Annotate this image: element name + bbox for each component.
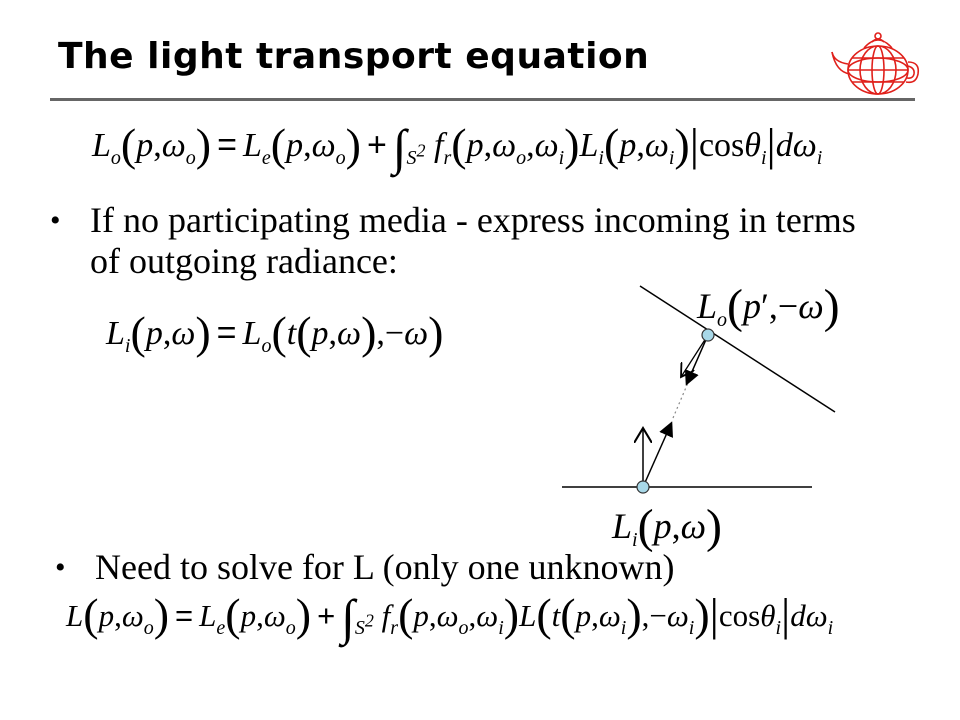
label-incoming-radiance: $L_i(p,\omega)$	[612, 500, 722, 553]
bullet-dot: •	[55, 551, 66, 584]
slide-title: The light transport equation	[58, 36, 650, 77]
label-outgoing-radiance: $L_o(p',-\omega)$	[697, 280, 840, 333]
outgoing-arrow-open	[681, 335, 708, 377]
bullet-solve-for-l	[55, 547, 895, 588]
bullet-dot: •	[50, 204, 61, 237]
bullet-text: Need to solve for L (only one unknown)	[95, 547, 675, 587]
point-p	[637, 481, 649, 493]
direction-arrow	[643, 424, 671, 487]
incoming-radiance-equation: $L_i(p,\omega) = L_o(t(p,\omega),-\omega)$	[106, 307, 444, 358]
bullet-text: If no participating media - express incoming in terms of outgoing radiance:	[90, 200, 856, 281]
outgoing-arrow	[687, 335, 708, 383]
rendering-equation: $L_o(p,\omega_o) = L_e(p,\omega_o) + \int_{S^2}$ $f_r(p,\omega_o,\omega_i)L_i(p,\omega_i)|\cos\theta_i|d\omega_i$	[92, 119, 823, 175]
single-unknown-equation: $L(p,\omega_o) = L_e(p,\omega_o) + \int_{S^2}$ $f_r(p,\omega_o,\omega_i)L(t(p,\omega_i),-\omega_i)|\cos\theta_i|d\omega_i$	[66, 589, 834, 645]
ray-path-dotted	[673, 378, 690, 418]
